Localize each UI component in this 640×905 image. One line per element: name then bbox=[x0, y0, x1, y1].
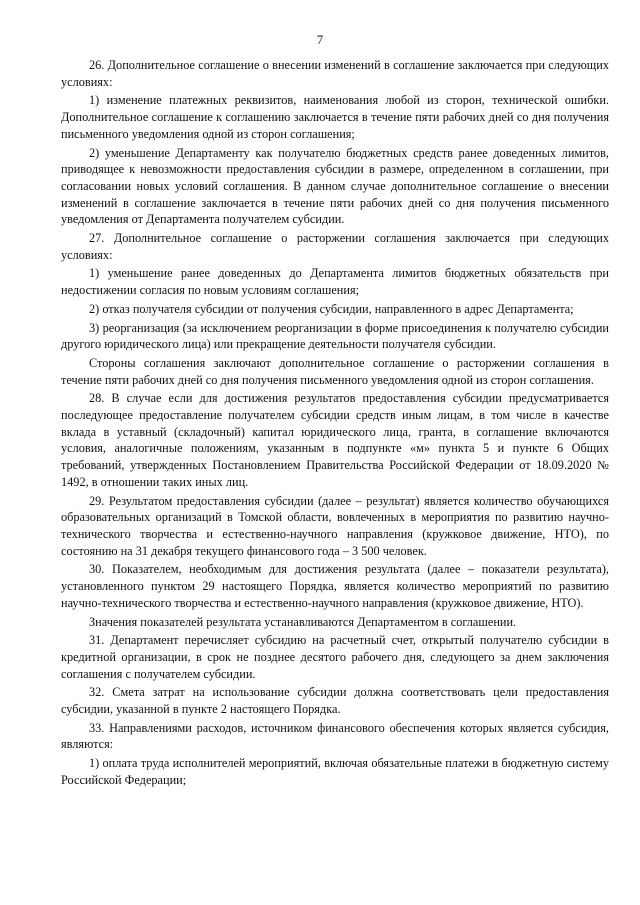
clause-31: 31. Департамент перечисляет субсидию на расчетный счет, открытый получателю субсидии в кредитной организации, в срок не позднее десятого рабочего дня, следующего за днем заключения соглашения с получателем субсидии. bbox=[61, 633, 609, 681]
clause-27: 27. Дополнительное соглашение о расторжении соглашения заключается при следующих условиях: bbox=[61, 231, 609, 262]
clause-33: 33. Направлениями расходов, источником финансового обеспечения которых является субсидия, являются: bbox=[61, 720, 609, 752]
clause-27-item-2: 2) отказ получателя субсидии от получения субсидии, направленного в адрес Департамента; bbox=[89, 301, 574, 316]
page-number: 7 bbox=[316, 33, 324, 47]
clause-26: 26. Дополнительное соглашение о внесении изменений в соглашение заключается при следующих условиях: bbox=[61, 58, 609, 89]
clause-27-item-1: 1) уменьшение ранее доведенных до Департамента лимитов бюджетных обязательств при недостижении согласия по новым условиям соглашения; bbox=[61, 266, 609, 298]
clause-26-item-1: 1) изменение платежных реквизитов, наименования любой из сторон, технической ошибки. Дополнительное соглашение к соглашению заключается в течение пяти рабочих дней со дня получения письменного уведомления одной из сторон соглашения; bbox=[61, 93, 609, 141]
clause-29: 29. Результатом предоставления субсидии (далее – результат) является количество обучающихся образовательных организаций в Томской области, вовлеченных в мероприятия по развитию научно-технического творчества и естественно-научного направления (кружковое движение, НТО), по состоянию на 31 декабря текущего финансового года – 3 500 человек. bbox=[61, 493, 609, 558]
clause-30-note: Значения показателей результата устанавливаются Департаментом в соглашении. bbox=[89, 614, 517, 629]
clause-28: 28. В случае если для достижения результатов предоставления субсидии предусматривается последующее предоставление получателем субсидии средств иным лицам, в том числе в качестве вклада в уставный (складочный) капитал юридического лица, гранта, в соглашение включаются условия, аналогичные положениям, указанным в подпункте «м» пункта 5 и пункте 6 Общих требований, утвержденных Постановлением Правительства Российской Федерации от 18.09.2020 № 1492, в отношении таких иных лиц. bbox=[61, 391, 609, 489]
clause-26-item-2: 2) уменьшение Департаменту как получателю бюджетных средств ранее доведенных лимитов, приводящее к невозможности предоставления субсидии в размере, определенном в соглашении, при согласовании новых условий соглашения. В данном случае дополнительное соглашение о внесении изменений в соглашение заключается в течение пяти рабочих дней со дня получения письменного уведомления от Департамента получателем субсидии. bbox=[61, 145, 609, 227]
clause-32: 32. Смета затрат на использование субсидии должна соответствовать цели предоставления субсидии, указанной в пункте 2 настоящего Порядка. bbox=[61, 685, 609, 717]
clause-33-item-1: 1) оплата труда исполнителей мероприятий, включая обязательные платежи в бюджетную систему Российской Федерации; bbox=[61, 756, 609, 787]
clause-27-note: Стороны соглашения заключают дополнительное соглашение о расторжении соглашения в течение пяти рабочих дней со дня получения письменного уведомления одной из сторон соглашения. bbox=[61, 355, 609, 387]
document-body bbox=[61, 57, 609, 791]
clause-30: 30. Показателем, необходимым для достижения результата (далее – показатели результата), установленного пунктом 29 настоящего Порядка, является количество мероприятий по развитию научно-технического творчества и естественно-научного направления (кружковое движение, НТО). bbox=[61, 562, 609, 610]
clause-27-item-3: 3) реорганизация (за исключением реорганизации в форме присоединения к получателю субсидии другого юридического лица) или прекращение деятельности получателя субсидии. bbox=[61, 320, 609, 352]
